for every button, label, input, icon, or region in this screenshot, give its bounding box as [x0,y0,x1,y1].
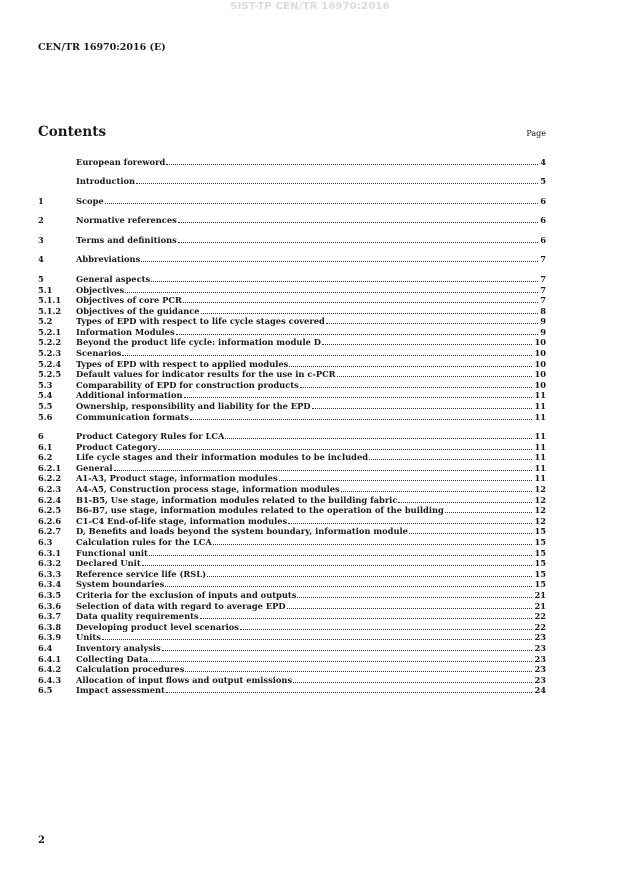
toc-entry-page: 10 [534,348,546,359]
page-number: 2 [38,835,45,846]
toc-dot-leader [142,559,533,566]
toc-entry-page: 6 [540,215,546,226]
toc-entry-page: 15 [534,537,546,548]
toc-entry[interactable] [38,622,546,633]
toc-entry-number: 4 [38,254,44,265]
toc-entry[interactable] [38,495,546,506]
toc-entry-title: Life cycle stages and their information modules to be included [76,452,369,463]
toc-entry[interactable] [38,157,546,168]
toc-dot-leader [162,644,533,651]
toc-entry-page: 15 [534,579,546,590]
toc-dot-leader [136,177,538,184]
toc-dot-leader [312,402,533,409]
toc-entry-number: 6.2.1 [38,462,62,473]
toc-entry-page: 4 [540,157,546,167]
toc-entry-page: 6 [540,195,546,206]
toc-entry-title: A1-A3, Product stage, information modules [76,473,278,484]
toc-entry[interactable] [38,412,546,423]
toc-entry[interactable] [38,452,546,463]
toc-entry[interactable] [38,484,546,495]
document-id: CEN/TR 16970:2016 (E) [38,42,166,53]
toc-entry-page: 23 [534,664,546,675]
toc-entry-number: 6.2.6 [38,515,62,526]
toc-entry-number: 6.2.7 [38,526,62,537]
toc-entry[interactable] [38,601,546,612]
toc-entry[interactable] [38,274,546,285]
toc-dot-leader [151,275,538,282]
toc-entry-title: Information Modules [76,326,175,337]
toc-entry-page: 15 [534,568,546,579]
toc-entry-page: 15 [534,526,546,537]
toc-dot-leader [166,158,538,165]
toc-entry-page: 23 [534,632,546,643]
toc-entry-title: A4-A5, Construction process stage, information modules [76,484,340,495]
toc-entry[interactable] [38,548,546,559]
toc-entry-page: 11 [534,452,546,463]
toc-entry-title: Abbreviations [76,254,141,265]
toc-dot-leader [114,464,533,471]
toc-entry-number: 6.2.5 [38,505,62,516]
toc-entry-title: B6-B7, use stage, information modules related to the operation of the building [76,505,444,516]
toc-entry-number: 6.3.8 [38,621,62,632]
toc-entry[interactable] [38,685,546,696]
toc-entry-page: 23 [534,642,546,653]
toc-entry-number: 6.2.2 [38,473,62,484]
toc-entry-page: 12 [534,484,546,495]
toc-entry[interactable] [38,664,546,675]
toc-dot-leader [293,676,532,683]
toc-entry-title: Comparability of EPD for construction products [76,379,299,390]
toc-dot-leader [105,197,539,204]
toc-entry[interactable] [38,463,546,474]
toc-dot-leader [326,317,538,324]
toc-entry-page: 15 [534,547,546,558]
toc-dot-leader [201,307,539,314]
toc-entry-number: 5.2.3 [38,348,62,359]
toc-entry-page: 7 [540,284,546,295]
toc-entry[interactable] [38,431,546,442]
watermark: SIST-TP CEN/TR 16970:2016 [230,1,390,12]
toc-entry[interactable] [38,611,546,622]
toc-entry-number: 5.2 [38,316,53,327]
toc-entry-title: Types of EPD with respect to applied modules [76,358,289,369]
toc-dot-leader [149,549,533,556]
toc-entry-number: 6 [38,431,44,442]
toc-entry-page: 10 [534,358,546,369]
toc-dot-leader [125,286,538,293]
toc-entry-page: 24 [534,685,546,696]
toc-entry-page: 22 [534,621,546,632]
toc-dot-leader [183,296,538,303]
toc-dot-leader [207,570,532,577]
toc-entry-number: 6.3.2 [38,558,62,569]
toc-entry[interactable] [38,654,546,665]
toc-entry-page: 6 [540,234,546,245]
toc-entry-title: Calculation rules for the LCA [76,537,212,548]
toc-entry-title: Declared Unit [76,558,141,569]
toc-entry-title: Impact assessment [76,685,165,696]
toc-dot-leader [297,591,532,598]
toc-dot-leader [322,338,532,345]
toc-entry[interactable] [38,196,546,207]
toc-entry-title: Types of EPD with respect to life cycle stages covered [76,316,325,327]
toc-dot-leader [176,328,539,335]
table-of-contents [38,157,546,696]
toc-dot-leader [184,391,533,398]
toc-entry-title: Additional information [76,390,183,401]
toc-entry-page: 9 [540,326,546,337]
toc-entry-title: Inventory analysis [76,642,161,653]
toc-entry-title: Default values for indicator results for the use in c-PCR [76,369,336,380]
toc-entry-number: 6.3.4 [38,579,62,590]
toc-entry-page: 21 [534,590,546,601]
toc-dot-leader [141,255,538,262]
toc-entry[interactable] [38,380,546,391]
toc-entry[interactable] [38,285,546,296]
toc-entry[interactable] [38,215,546,226]
toc-entry[interactable] [38,526,546,537]
toc-entry[interactable] [38,369,546,380]
toc-entry-title: Reference service life (RSL) [76,568,207,579]
toc-entry-number: 6.2 [38,452,53,463]
toc-entry[interactable] [38,505,546,516]
toc-entry-title: General [76,462,113,473]
toc-dot-leader [149,655,532,662]
toc-entry[interactable] [38,337,546,348]
toc-entry-title: Product Category [76,441,158,452]
toc-entry[interactable] [38,442,546,453]
toc-entry-number: 3 [38,234,44,245]
toc-entry-number: 2 [38,215,44,226]
contents-heading: Contents [38,124,107,140]
toc-entry-number: 6.4.2 [38,664,62,675]
toc-entry[interactable] [38,643,546,654]
toc-entry-page: 7 [540,273,546,284]
toc-entry-title: Scope [76,195,104,206]
toc-entry-number: 5.2.2 [38,337,62,348]
toc-dot-leader [190,413,533,420]
toc-entry-page: 11 [534,401,546,412]
toc-dot-leader [213,538,533,545]
toc-dot-leader [225,432,532,439]
toc-entry-page: 11 [534,411,546,422]
toc-entry-page: 23 [534,653,546,664]
toc-entry-page: 11 [534,431,546,442]
toc-entry-page: 12 [534,494,546,505]
toc-entry[interactable] [38,327,546,338]
toc-entry-number: 6.3 [38,537,53,548]
toc-entry-number: 5.1.1 [38,295,62,306]
toc-dot-leader [369,453,532,460]
toc-entry-title: Introduction [76,176,136,187]
toc-entry-title: Selection of data with regard to average EPD [76,600,286,611]
toc-entry-title: Data quality requirements [76,611,199,622]
toc-dot-leader [398,496,532,503]
toc-entry-number: 1 [38,195,44,206]
toc-entry-title: Objectives of core PCR [76,295,182,306]
toc-entry-title: Ownership, responsibility and liability for the EPD [76,401,311,412]
toc-dot-leader [185,665,532,672]
toc-entry[interactable] [38,537,546,548]
toc-entry-page: 11 [534,441,546,452]
toc-entry-title: Functional unit [76,547,148,558]
toc-entry-title: Criteria for the exclusion of inputs and outputs [76,590,297,601]
toc-entry[interactable] [38,569,546,580]
toc-entry-number: 5.1 [38,284,53,295]
toc-entry-page: 7 [540,254,546,265]
toc-entry[interactable] [38,390,546,401]
toc-dot-leader [102,633,533,640]
toc-entry[interactable] [38,516,546,527]
toc-entry[interactable] [38,254,546,265]
toc-entry-number: 6.3.5 [38,590,62,601]
toc-dot-leader [166,686,533,693]
toc-entry-number: 6.3.9 [38,632,62,643]
toc-entry-number: 6.3.1 [38,547,62,558]
toc-entry-title: Objectives of the guidance [76,305,200,316]
toc-dot-leader [200,612,533,619]
toc-dot-leader [445,506,533,513]
toc-entry-number: 5.5 [38,401,53,412]
toc-entry-number: 6.4.1 [38,653,62,664]
toc-entry[interactable] [38,306,546,317]
toc-entry-number: 5.4 [38,390,53,401]
toc-entry-title: Units [76,632,101,643]
toc-entry-number: 6.3.6 [38,600,62,611]
toc-entry[interactable] [38,348,546,359]
toc-entry-page: 7 [540,295,546,306]
toc-entry-number: 5.2.5 [38,369,62,380]
toc-entry-page: 5 [540,176,546,187]
page-column-label: Page [526,129,546,138]
toc-entry[interactable] [38,579,546,590]
toc-entry-page: 22 [534,611,546,622]
toc-entry[interactable] [38,176,546,187]
toc-entry-page: 11 [534,473,546,484]
toc-entry-page: 10 [534,379,546,390]
toc-entry-number: 5.6 [38,411,53,422]
toc-entry[interactable] [38,235,546,246]
toc-dot-leader [287,602,533,609]
toc-entry-title: Allocation of input flows and output emissions [76,674,293,685]
toc-entry-title: C1-C4 End-of-life stage, information modules [76,515,288,526]
toc-entry-number: 6.2.3 [38,484,62,495]
toc-dot-leader [279,474,533,481]
toc-entry[interactable] [38,359,546,370]
toc-entry[interactable] [38,558,546,569]
toc-entry[interactable] [38,632,546,643]
toc-entry-title: System boundaries [76,579,165,590]
toc-entry-title: Scenarios [76,348,122,359]
toc-entry-title: Calculation procedures [76,664,185,675]
toc-entry-page: 8 [540,305,546,316]
toc-entry-page: 21 [534,600,546,611]
toc-entry-page: 23 [534,674,546,685]
toc-entry-number: 6.1 [38,441,53,452]
toc-entry[interactable] [38,316,546,327]
toc-entry-page: 12 [534,505,546,516]
toc-entry-number: 6.3.3 [38,568,62,579]
toc-dot-leader [240,623,532,630]
toc-dot-leader [165,580,532,587]
toc-entry-page: 12 [534,515,546,526]
toc-dot-leader [289,360,532,367]
toc-entry-number: 6.4 [38,642,53,653]
toc-entry-number: 6.2.4 [38,494,62,505]
toc-dot-leader [288,517,532,524]
toc-entry[interactable] [38,675,546,686]
toc-entry-page: 10 [534,369,546,380]
toc-entry-title: D, Benefits and loads beyond the system boundary, information module [76,526,408,537]
toc-entry-page: 11 [534,462,546,473]
toc-dot-leader [409,527,533,534]
toc-entry-title: General aspects [76,273,151,284]
toc-entry-title: Developing product level scenarios [76,621,239,632]
toc-dot-leader [122,349,532,356]
toc-entry-page: 9 [540,316,546,327]
toc-entry-title: Objectives [76,284,125,295]
toc-entry-number: 6.5 [38,685,53,696]
toc-dot-leader [300,381,533,388]
toc-entry[interactable] [38,295,546,306]
toc-entry-number: 6.4.3 [38,674,62,685]
toc-entry-number: 5 [38,273,44,284]
toc-entry-number: 5.2.1 [38,326,62,337]
toc-entry-title: B1-B5, Use stage, information modules related to the building fabric [76,494,398,505]
toc-entry-page: 10 [534,337,546,348]
toc-entry-title: Beyond the product life cycle: information module D [76,337,321,348]
toc-entry-number: 6.3.7 [38,611,62,622]
toc-dot-leader [178,236,538,243]
toc-entry-title: Terms and definitions [76,234,177,245]
toc-entry-title: European foreword [76,157,166,167]
toc-entry-title: Collecting Data [76,653,149,664]
toc-dot-leader [178,216,538,223]
toc-entry[interactable] [38,473,546,484]
toc-dot-leader [341,485,533,492]
toc-dot-leader [337,370,533,377]
toc-entry-number: 5.3 [38,379,53,390]
toc-entry-title: Communication formats [76,411,189,422]
toc-entry[interactable] [38,401,546,412]
toc-entry-page: 15 [534,558,546,569]
toc-entry-title: Product Category Rules for LCA [76,431,225,442]
toc-entry-number: 5.2.4 [38,358,62,369]
toc-dot-leader [158,443,532,450]
toc-entry-page: 11 [534,390,546,401]
toc-entry-title: Normative references [76,215,177,226]
toc-entry[interactable] [38,590,546,601]
toc-entry-number: 5.1.2 [38,305,62,316]
